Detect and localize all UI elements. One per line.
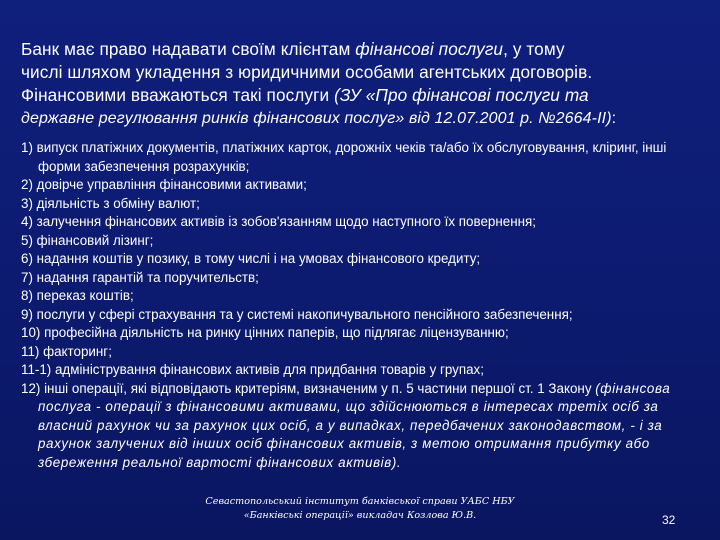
list-item: 6) надання коштів у позику, в тому числі і на умовах фінансового кредиту; [21,251,481,266]
intro-line-3 [21,84,701,107]
list-item: 2) довірче управління фінансовими активами; [21,177,307,192]
services-list [21,139,711,472]
definition-note: (фінансова послуга - операції з фінансовими активами, що здійснюються в інтересах третіх осіб за власний рахунок чи за рахунок цих осіб, а у випадках, передбачених законодавством, - і за рахунок залучених від інших осіб фінансових активів, з метою отримання прибутку або збереження реальної вартості фінансових активів). [38,380,671,470]
footer-course: «Банківські операції» викладач Козлова Ю.В. [243,510,477,521]
list-item: 11) факторинг; [21,343,112,359]
law-reference: державне регулювання ринків фінансових послуг» від 12.07.2001 р. №2664-ІІ) [21,110,612,127]
intro-line-2: числі шляхом укладення з юридичними особами агентських договорів. [21,62,593,82]
list-item: 8) переказ коштів; [21,288,134,303]
list-item-text: 12) інші операції, які відповідають критеріям, визначеним у п. 5 частини першої ст. 1 Закону [21,380,596,396]
list-item: 10) професійна діяльність на ринку цінних паперів, що підлягає ліцензуванню; [21,325,509,340]
page-number: 32 [662,513,676,527]
intro-text: Фінансовими вважаються такі послуги [21,85,335,105]
list-item: 1) випуск платіжних документів, платіжних карток, дорожніх чеків та/або їх обслуговування, кліринг, інші форми забезпечення розрахунків; [21,140,667,174]
list-item: 5) фінансовий лізинг; [21,232,154,248]
list-item-12 [21,380,711,473]
law-reference: (ЗУ «Про фінансові послуги та [334,85,589,105]
list-item: 9) послуги у сфері страхування та у системі накопичувального пенсійного забезпечення; [21,306,573,322]
intro-paragraph [21,38,701,130]
list-item: 3) діяльність з обміну валют; [21,195,200,211]
list-item: 11-1) адміністрування фінансових активів для придбання товарів у групах; [21,362,484,377]
intro-text: : [611,110,617,127]
intro-emphasis: фінансові послуги [355,39,504,59]
intro-text: Банк має право надавати своїм клієнтам [21,39,356,59]
intro-line-4 [21,107,701,130]
intro-line-1 [21,38,701,61]
intro-text: , у тому [503,39,565,59]
list-item: 4) залучення фінансових активів із зобов'язанням щодо наступного їх повернення; [21,214,536,229]
footer-institution: Севастопольський інститут банківської справи УАБС НБУ [205,496,515,507]
list-item: 7) надання гарантій та поручительств; [21,269,259,285]
footer [200,495,520,523]
